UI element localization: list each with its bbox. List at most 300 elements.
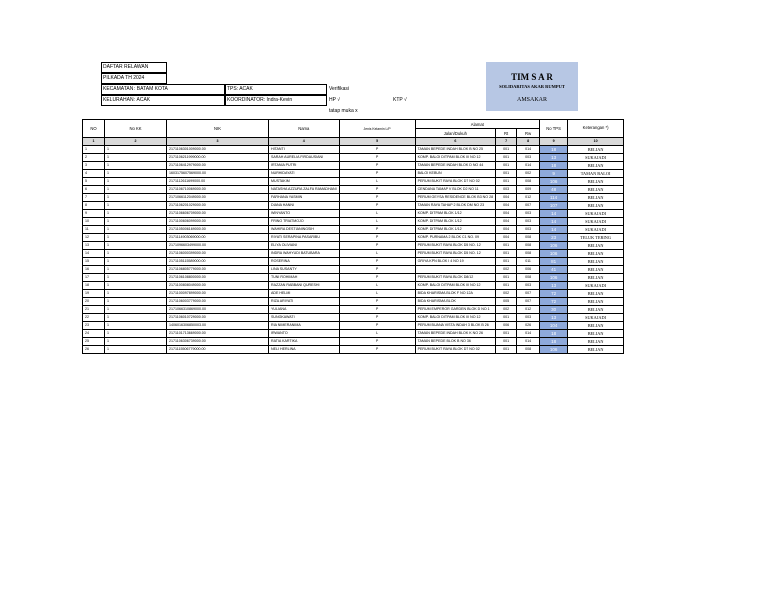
column-number-cell: 1 (83, 138, 105, 146)
row-jk-cell: P (339, 226, 415, 234)
row-jalan-cell: BIDA KHARISMA BLOK F NO 12A (415, 290, 496, 298)
relawan-table (82, 119, 624, 354)
row-nama-cell: FARHANA YASMIN (269, 194, 340, 202)
table-row (83, 282, 624, 290)
row-rt-cell: 001 (496, 346, 517, 354)
row-nama-cell: RIZA ARIYATI (269, 298, 340, 306)
row-tps-cell: 13 (540, 154, 568, 162)
row-tps-cell: 48 (540, 186, 568, 194)
row-keterangan-cell: BELIAN (568, 146, 624, 154)
row-number-cell: 24 (83, 330, 105, 338)
row-nik-cell: 2171106805779000.00 (167, 266, 269, 274)
row-nokk-cell: 1 (105, 226, 167, 234)
row-nokk-cell: 1 (105, 258, 167, 266)
row-jalan-cell: PERUM BUANA VISTA INDAH 3 BLOK B 26 (415, 322, 496, 330)
row-jk-cell: P (339, 306, 415, 314)
row-nokk-cell: 1 (105, 170, 167, 178)
row-jalan-cell: TAMAN BEPEDE INDAH BLOK D NO 44 (415, 162, 496, 170)
table-row (83, 170, 624, 178)
row-nik-cell: 2171101713669000.00 (167, 330, 269, 338)
row-number-cell: 4 (83, 170, 105, 178)
row-keterangan-cell: BELIAN (568, 250, 624, 258)
banner-subtitle: SOLIDARITAS AKAR RUMPUT (499, 84, 565, 89)
row-nokk-cell: 1 (105, 218, 167, 226)
row-nokk-cell: 1 (105, 346, 167, 354)
col-rw-header: Rw (517, 129, 540, 138)
row-number-cell: 22 (83, 314, 105, 322)
row-nokk-cell: 1 (105, 338, 167, 346)
row-nama-cell: RIYATI SERAPINA PASARIBU (269, 234, 340, 242)
row-tps-cell: 107 (540, 202, 568, 210)
row-rw-cell: 012 (517, 306, 540, 314)
table-row (83, 202, 624, 210)
row-rt-cell: 001 (496, 178, 517, 186)
col-jk-header: Jenis Kelamin L/P (339, 120, 415, 138)
row-tps-cell: 106 (540, 242, 568, 250)
row-jk-cell: P (339, 258, 415, 266)
row-nokk-cell: 1 (105, 314, 167, 322)
row-jalan-cell: KOMP. PURNAMA 2 BLOK C1 NO. 09 (415, 234, 496, 242)
row-number-cell: 5 (83, 178, 105, 186)
row-rt-cell: 004 (496, 210, 517, 218)
row-number-cell: 12 (83, 234, 105, 242)
row-nik-cell: 1406016306850003.00 (167, 322, 269, 330)
row-jalan-cell: TAMAN BEPEDE INDAH BLOK B NO 25 (415, 146, 496, 154)
row-nama-cell: WINYANTO (269, 210, 340, 218)
col-nokk-header: No KK (105, 120, 167, 138)
col-nik-header: NIK (167, 120, 269, 138)
row-rt-cell: 004 (496, 234, 517, 242)
row-jk-cell: P (339, 234, 415, 242)
row-nokk-cell: 1 (105, 194, 167, 202)
hp-check-label: HP √ (329, 97, 340, 103)
row-number-cell: 13 (83, 242, 105, 250)
row-rt-cell: 002 (496, 266, 517, 274)
row-nokk-cell: 1 (105, 186, 167, 194)
row-number-cell: 10 (83, 218, 105, 226)
koordinator-label: KOORDINATOR: Indra-Kevin (227, 97, 293, 103)
row-jalan-cell: PERUM EMPEROR GARDEN BLOK D NO 1 (415, 306, 496, 314)
row-nokk-cell: 1 (105, 298, 167, 306)
row-nama-cell: MUSTAKIM (269, 178, 340, 186)
row-tps-cell: 13 (540, 314, 568, 322)
row-nik-cell: 2171114903069000.00 (167, 234, 269, 242)
row-keterangan-cell: BELIAN (568, 266, 624, 274)
row-rw-cell: 008 (517, 178, 540, 186)
row-keterangan-cell: TELUK TERING (568, 234, 624, 242)
row-rt-cell: 001 (496, 146, 517, 154)
row-rw-cell: 014 (517, 162, 540, 170)
row-rw-cell: 008 (517, 346, 540, 354)
row-rw-cell: 006 (517, 266, 540, 274)
row-keterangan-cell: BELIAN (568, 338, 624, 346)
row-rw-cell: 007 (517, 202, 540, 210)
row-number-cell: 7 (83, 194, 105, 202)
row-jk-cell: L (339, 290, 415, 298)
row-keterangan-cell: SUKAJADI (568, 282, 624, 290)
row-nokk-cell: 1 (105, 162, 167, 170)
row-nama-cell: FRINO TRIATMOJO (269, 218, 340, 226)
row-rw-cell: 003 (517, 314, 540, 322)
row-rw-cell: 002 (517, 170, 540, 178)
row-keterangan-cell: BELIAN (568, 194, 624, 202)
banner-name: AMSAKAR (516, 97, 547, 103)
row-number-cell: 3 (83, 162, 105, 170)
row-nama-cell: ROSERINA (269, 258, 340, 266)
row-jalan-cell: KOMP. DITPAM BLOK 1/12 (415, 218, 496, 226)
row-rw-cell: 008 (517, 234, 540, 242)
row-rt-cell: 001 (496, 170, 517, 178)
tps-label: TPS: ACAK (227, 86, 253, 92)
pilkada-label: PILKADA TH 2024 (103, 75, 145, 81)
row-number-cell: 14 (83, 250, 105, 258)
table-row (83, 298, 624, 306)
row-nama-cell: IRTANIA PUTRI (269, 162, 340, 170)
row-jalan-cell: PERUM BUKIT RAYA BLOK D5 NO. 12 (415, 242, 496, 250)
row-number-cell: 26 (83, 346, 105, 354)
table-row (83, 154, 624, 162)
row-rt-cell: 004 (496, 202, 517, 210)
row-nama-cell: RAZZAN RABBANI QURESHI (269, 282, 340, 290)
column-number-cell: 5 (339, 138, 415, 146)
column-number-cell: 7 (496, 138, 517, 146)
column-number-cell: 2 (105, 138, 167, 146)
row-jalan-cell: PERUM GEYSA RESIDENCE BLOK B3 NO 28 (415, 194, 496, 202)
verifikasi-label: Verifikasi (329, 86, 350, 92)
row-nama-cell: LINA SUSANTY (269, 266, 340, 274)
table-row (83, 274, 624, 282)
row-nik-cell: 2171100808049000.00 (167, 282, 269, 290)
row-jalan-cell: KOMP. DITPAM BLOK 1/12 (415, 210, 496, 218)
table-row (83, 346, 624, 354)
col-jalan-header: Jalan/Dukuh (415, 129, 496, 138)
row-rw-cell: 003 (517, 154, 540, 162)
row-nik-cell: 2171100606099000.00 (167, 218, 269, 226)
row-rw-cell: 003 (517, 210, 540, 218)
table-row (83, 242, 624, 250)
row-nik-cell: 2171105115589000.00 (167, 258, 269, 266)
row-rt-cell: 002 (496, 306, 517, 314)
row-nokk-cell: 1 (105, 202, 167, 210)
row-number-cell: 25 (83, 338, 105, 346)
row-nama-cell: INDRA WAHYUDI BATUBARA (269, 250, 340, 258)
row-jalan-cell: TAMAN BEPEDE BLOK B NO 36 (415, 338, 496, 346)
row-rt-cell: 001 (496, 282, 517, 290)
row-number-cell: 21 (83, 306, 105, 314)
row-jalan-cell: GRIYA KPN BLOK I 4 NO 19 (415, 258, 496, 266)
row-rw-cell: 007 (517, 298, 540, 306)
row-jk-cell: L (339, 210, 415, 218)
row-rt-cell: 002 (496, 290, 517, 298)
row-jk-cell: P (339, 154, 415, 162)
row-jk-cell: P (339, 170, 415, 178)
col-rt-header: Rt (496, 129, 517, 138)
row-rw-cell: 026 (517, 322, 540, 330)
row-jalan-cell: PERUM BUKIT RAYA BLOK D7 NO 02 (415, 346, 496, 354)
row-nama-cell: HITANTI (269, 146, 340, 154)
row-jalan-cell: PERUM BUKIT RAYA BLOK D8/12 (415, 274, 496, 282)
row-rt-cell: 006 (496, 322, 517, 330)
row-number-cell: 1 (83, 146, 105, 154)
row-jalan-cell: KOMP. BALOI DITPAM BLOK III NO 12 (415, 314, 496, 322)
tatap-muka-label: tatap muka x (329, 108, 358, 114)
row-jk-cell: P (339, 274, 415, 282)
row-nokk-cell: 1 (105, 154, 167, 162)
row-nama-cell: TUNI ROHIMAH (269, 274, 340, 282)
row-tps-cell: 114 (540, 194, 568, 202)
row-rt-cell: 001 (496, 250, 517, 258)
row-tps-cell: 14 (540, 210, 568, 218)
row-nokk-cell: 1 (105, 266, 167, 274)
row-jalan-cell: BALOI KEBUN (415, 170, 496, 178)
row-nik-cell: 2171115506779000.00 (167, 346, 269, 354)
row-nik-cell: 2171106201029000.00 (167, 202, 269, 210)
row-rw-cell: 008 (517, 242, 540, 250)
row-nik-cell: 1603175607569000.00 (167, 170, 269, 178)
row-nokk-cell: 1 (105, 234, 167, 242)
row-nik-cell: 2171106003779000.00 (167, 298, 269, 306)
row-rt-cell: 001 (496, 162, 517, 170)
row-number-cell: 16 (83, 266, 105, 274)
row-rw-cell: 008 (517, 274, 540, 282)
row-rt-cell: 004 (496, 218, 517, 226)
table-row (83, 322, 624, 330)
row-tps-cell: 13 (540, 282, 568, 290)
table-body (83, 146, 624, 354)
row-nama-cell: NELI HERLINA (269, 346, 340, 354)
row-nokk-cell: 1 (105, 250, 167, 258)
row-number-cell: 2 (83, 154, 105, 162)
row-jalan-cell: PERUM BUKIT RAYA BLOK D7 NO 02 (415, 178, 496, 186)
kelurahan-value: : ACAK (134, 97, 151, 103)
row-keterangan-cell: BELIAN (568, 162, 624, 170)
row-jalan-cell (415, 266, 496, 274)
row-keterangan-cell: SUKAJADI (568, 210, 624, 218)
row-tps-cell: 106 (540, 178, 568, 186)
row-rw-cell: 003 (517, 282, 540, 290)
row-keterangan-cell: SUKAJADI (568, 154, 624, 162)
row-jk-cell: L (339, 282, 415, 290)
row-keterangan-cell: BELIAN (568, 298, 624, 306)
row-nama-cell: SARAH AURELIA FIRDAUSIANI (269, 154, 340, 162)
row-rw-cell: 012 (517, 194, 540, 202)
row-jk-cell: P (339, 266, 415, 274)
row-nama-cell: ELIYA OLIVIANI (269, 242, 340, 250)
row-nik-cell: 2171106710069000.00 (167, 186, 269, 194)
row-tps-cell: 104 (540, 322, 568, 330)
row-keterangan-cell: SUKAJADI (568, 314, 624, 322)
row-number-cell: 11 (83, 226, 105, 234)
row-number-cell: 23 (83, 322, 105, 330)
kecamatan-value: : BATAM KOTA (134, 86, 168, 92)
row-jk-cell: L (339, 330, 415, 338)
daftar-relawan-label: DAFTAR RELAWAN (103, 64, 149, 70)
row-keterangan-cell: BELIAN (568, 306, 624, 314)
row-nik-cell: 2171106108800000.00 (167, 274, 269, 282)
row-tps-cell: 72 (540, 290, 568, 298)
row-nik-cell: 2171106606709000.00 (167, 210, 269, 218)
row-keterangan-cell: BELIAN (568, 178, 624, 186)
row-jk-cell: P (339, 242, 415, 250)
row-nokk-cell: 1 (105, 290, 167, 298)
row-keterangan-cell: BELIAN (568, 258, 624, 266)
row-tps-cell: 106 (540, 274, 568, 282)
row-jk-cell: P (339, 202, 415, 210)
row-nama-cell: YULIANA (269, 306, 340, 314)
row-number-cell: 15 (83, 258, 105, 266)
kecamatan-label: KECAMATAN (103, 86, 134, 92)
row-tps-cell: 18 (540, 330, 568, 338)
row-jalan-cell: KOMP. BALOI DITPAM BLOK III NO 12 (415, 282, 496, 290)
col-notps-header: No TPS (540, 120, 568, 138)
row-tps-cell: 18 (540, 338, 568, 346)
row-keterangan-cell: SUKAJADI (568, 218, 624, 226)
row-nokk-cell: 1 (105, 306, 167, 314)
row-nama-cell: SUNGKAWATI (269, 314, 340, 322)
row-number-cell: 18 (83, 282, 105, 290)
row-number-cell: 9 (83, 210, 105, 218)
row-tps-cell: 23 (540, 234, 568, 242)
row-nama-cell: NURHIDAYATI (269, 170, 340, 178)
row-rw-cell: 014 (517, 338, 540, 346)
row-jk-cell: L (339, 218, 415, 226)
table-row (83, 330, 624, 338)
column-number-cell: 9 (540, 138, 568, 146)
row-jalan-cell: BIDA KHARISMA BLOK (415, 298, 496, 306)
row-jalan-cell: CENDANA TAMAP V BLOK D2 NO 11 (415, 186, 496, 194)
row-rt-cell: 001 (496, 154, 517, 162)
row-jalan-cell: TAMAN BEPEDE INDAH BLOK K NO 26 (415, 330, 496, 338)
table-row (83, 194, 624, 202)
row-nik-cell: 2171106412979000.00 (167, 162, 269, 170)
row-keterangan-cell: BELIAN (568, 186, 624, 194)
row-nik-cell: 2171096603499000.00 (167, 242, 269, 250)
column-number-cell: 6 (415, 138, 496, 146)
column-number-cell: 3 (167, 138, 269, 146)
row-keterangan-cell: BELIAN (568, 242, 624, 250)
row-jk-cell: P (339, 322, 415, 330)
row-tps-cell: 72 (540, 298, 568, 306)
table-row (83, 258, 624, 266)
row-jk-cell: L (339, 178, 415, 186)
row-tps-cell: 9 (540, 170, 568, 178)
row-rw-cell: 014 (517, 330, 540, 338)
row-tps-cell: 30 (540, 306, 568, 314)
row-nokk-cell: 1 (105, 178, 167, 186)
kelurahan-label: KELURAHAN (103, 97, 134, 103)
row-nama-cell: RATIA KARTIKA (269, 338, 340, 346)
row-jk-cell: P (339, 186, 415, 194)
row-number-cell: 17 (83, 274, 105, 282)
row-jk-cell: P (339, 298, 415, 306)
row-keterangan-cell: BELIAN (568, 346, 624, 354)
column-number-row (83, 138, 624, 146)
row-rt-cell: 004 (496, 226, 517, 234)
tim-sar-banner (486, 62, 578, 111)
row-jk-cell: P (339, 162, 415, 170)
row-rt-cell: 004 (496, 194, 517, 202)
row-number-cell: 19 (83, 290, 105, 298)
table-row (83, 306, 624, 314)
row-jk-cell: P (339, 346, 415, 354)
table-row (83, 210, 624, 218)
row-rt-cell: 001 (496, 274, 517, 282)
column-number-cell: 10 (568, 138, 624, 146)
row-rw-cell: 007 (517, 290, 540, 298)
row-jalan-cell: KOMP. BALOI DITPAM BLOK III NO 12 (415, 154, 496, 162)
row-nokk-cell: 1 (105, 274, 167, 282)
row-keterangan-cell: BELIAN (568, 274, 624, 282)
row-nik-cell: 2171066112049000.00 (167, 194, 269, 202)
row-tps-cell: 14 (540, 218, 568, 226)
row-nokk-cell: 1 (105, 322, 167, 330)
column-number-cell: 8 (517, 138, 540, 146)
row-keterangan-cell: TAMAN BALOI (568, 170, 624, 178)
column-number-cell: 4 (269, 138, 340, 146)
table-row (83, 234, 624, 242)
row-nik-cell: 2171106000399000.00 (167, 250, 269, 258)
row-jk-cell: P (339, 194, 415, 202)
row-nik-cell: 2171066310869000.00 (167, 306, 269, 314)
col-alamat-header: Alamat (415, 120, 540, 129)
row-tps-cell: 106 (540, 346, 568, 354)
row-nokk-cell: 1 (105, 146, 167, 154)
row-nik-cell: 2171106306739000.00 (167, 338, 269, 346)
ktp-check-label: KTP √ (393, 97, 407, 103)
row-nokk-cell: 1 (105, 282, 167, 290)
row-nama-cell: NATASHA AZZURA ZALFA RAMADHANI (269, 186, 340, 194)
row-nik-cell: 2171106301009000.00 (167, 146, 269, 154)
row-keterangan-cell: BELIAN (568, 202, 624, 210)
table-row (83, 338, 624, 346)
row-keterangan-cell: SUKAJADI (568, 226, 624, 234)
table-row (83, 146, 624, 154)
row-jk-cell: L (339, 250, 415, 258)
row-jalan-cell: TAMAN RAYA TAHAP 2 BLOK DM NO 23 (415, 202, 496, 210)
table-row (83, 218, 624, 226)
row-nik-cell: 2171112611699000.00 (167, 178, 269, 186)
row-rw-cell: 008 (517, 250, 540, 258)
row-rw-cell: 003 (517, 226, 540, 234)
table-row (83, 178, 624, 186)
row-jalan-cell: PERUM BUKIT RAYA BLOK D5 NO. 12 (415, 250, 496, 258)
row-nama-cell: DIANA HANNI (269, 202, 340, 210)
row-rw-cell: 014 (517, 146, 540, 154)
row-nama-cell: IRWANTO (269, 330, 340, 338)
row-number-cell: 20 (83, 298, 105, 306)
row-tps-cell: 18 (540, 146, 568, 154)
row-nokk-cell: 1 (105, 210, 167, 218)
table-row (83, 226, 624, 234)
row-jk-cell: P (339, 146, 415, 154)
col-ket-header: Keterangan *) (568, 120, 624, 138)
col-nama-header: Nama (269, 120, 340, 138)
row-nik-cell: 2171100097899000.00 (167, 290, 269, 298)
row-rt-cell: 001 (496, 314, 517, 322)
row-jalan-cell: KOMP. DITPAM BLOK 1/12 (415, 226, 496, 234)
table-row (83, 162, 624, 170)
col-no-header: NO (83, 120, 105, 138)
row-rw-cell: 011 (517, 258, 540, 266)
row-rt-cell: 001 (496, 330, 517, 338)
row-rt-cell: 005 (496, 298, 517, 306)
table-header-row-1 (83, 120, 624, 129)
table-row (83, 266, 624, 274)
row-rt-cell: 001 (496, 338, 517, 346)
row-tps-cell: 18 (540, 162, 568, 170)
banner-title: TIM S A R (511, 72, 553, 82)
row-tps-cell: 81 (540, 258, 568, 266)
